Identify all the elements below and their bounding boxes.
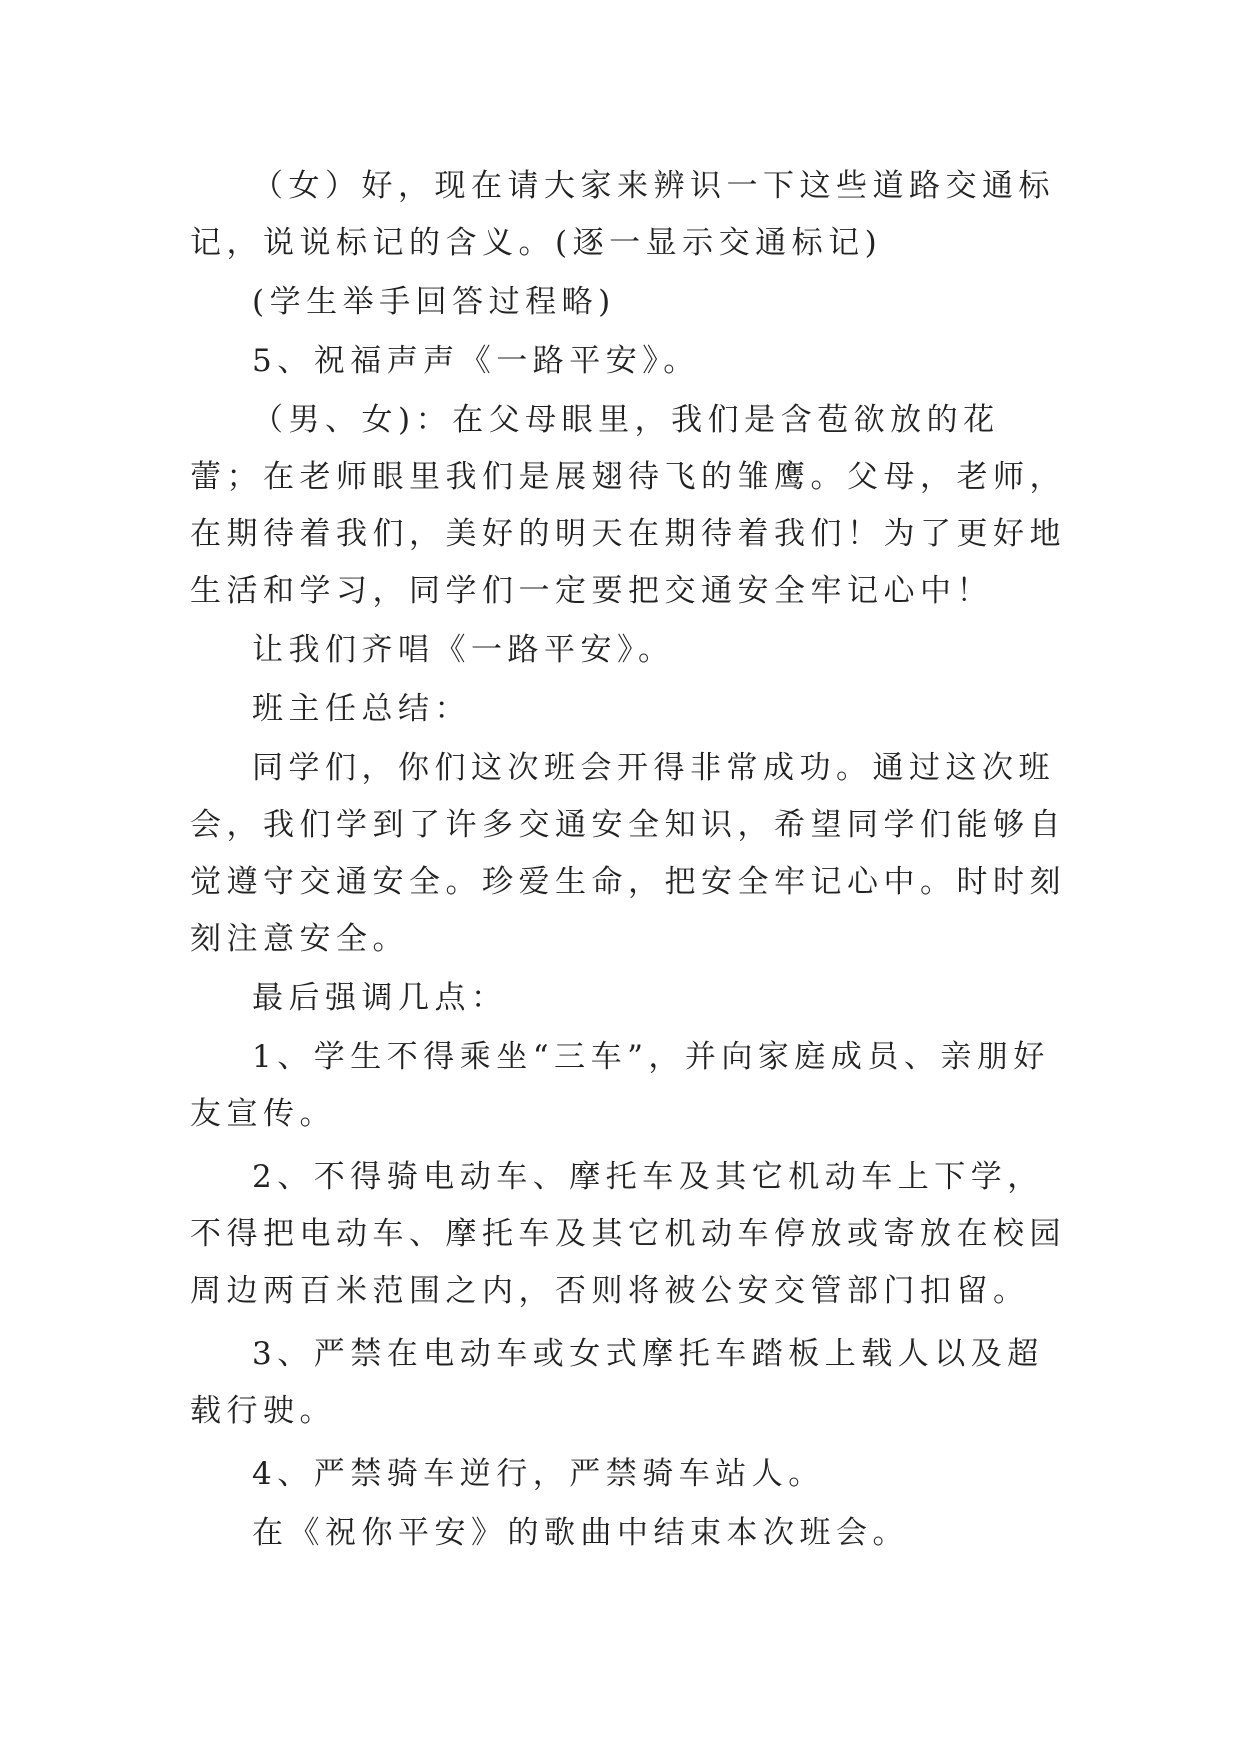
paragraph-rule-2: 2、不得骑电动车、摩托车及其它机动车上下学，不得把电动车、摩托车及其它机动车停放或寄放在校园周边两百米范围之内，否则将被公安交管部门扣留。 xyxy=(190,1159,1066,1309)
paragraph-blessing-text: （男、女)：在父母眼里，我们是含苞欲放的花蕾；在老师眼里我们是展翅待飞的雏鹰。父母，老师，在期待着我们，美好的明天在期待着我们！为了更好地生活和学习，同学们一定要把交通安全牢记心中！ xyxy=(190,402,1066,609)
paragraph-blessing-title: 5、祝福声声《一路平安》。 xyxy=(252,343,700,379)
paragraph-students-answer: (学生举手回答过程略) xyxy=(252,284,616,320)
paragraph-rule-3: 3、严禁在电动车或女式摩托车踏板上载人以及超载行驶。 xyxy=(190,1336,1044,1429)
paragraph-sing-together: 让我们齐唱《一路平安》。 xyxy=(252,632,675,668)
paragraph-closing: 在《祝你平安》的歌曲中结束本次班会。 xyxy=(252,1515,909,1551)
document-body xyxy=(190,158,1070,1562)
paragraph-rule-4: 4、严禁骑车逆行，严禁骑车站人。 xyxy=(252,1456,825,1492)
paragraph-teacher-summary-text: 同学们，你们这次班会开得非常成功。通过这次班会，我们学到了许多交通安全知识，希望同学们能够自觉遵守交通安全。珍爱生命，把安全牢记心中。时时刻刻注意安全。 xyxy=(190,750,1066,957)
paragraph-rule-1: 1、学生不得乘坐“三车”，并向家庭成员、亲朋好友宣传。 xyxy=(190,1039,1050,1132)
paragraph-emphasis-heading: 最后强调几点： xyxy=(252,980,508,1016)
paragraph-traffic-signs: （女）好，现在请大家来辨识一下这些道路交通标记，说说标记的含义。(逐一显示交通标记) xyxy=(190,168,1055,261)
paragraph-teacher-summary-heading: 班主任总结： xyxy=(252,691,471,727)
